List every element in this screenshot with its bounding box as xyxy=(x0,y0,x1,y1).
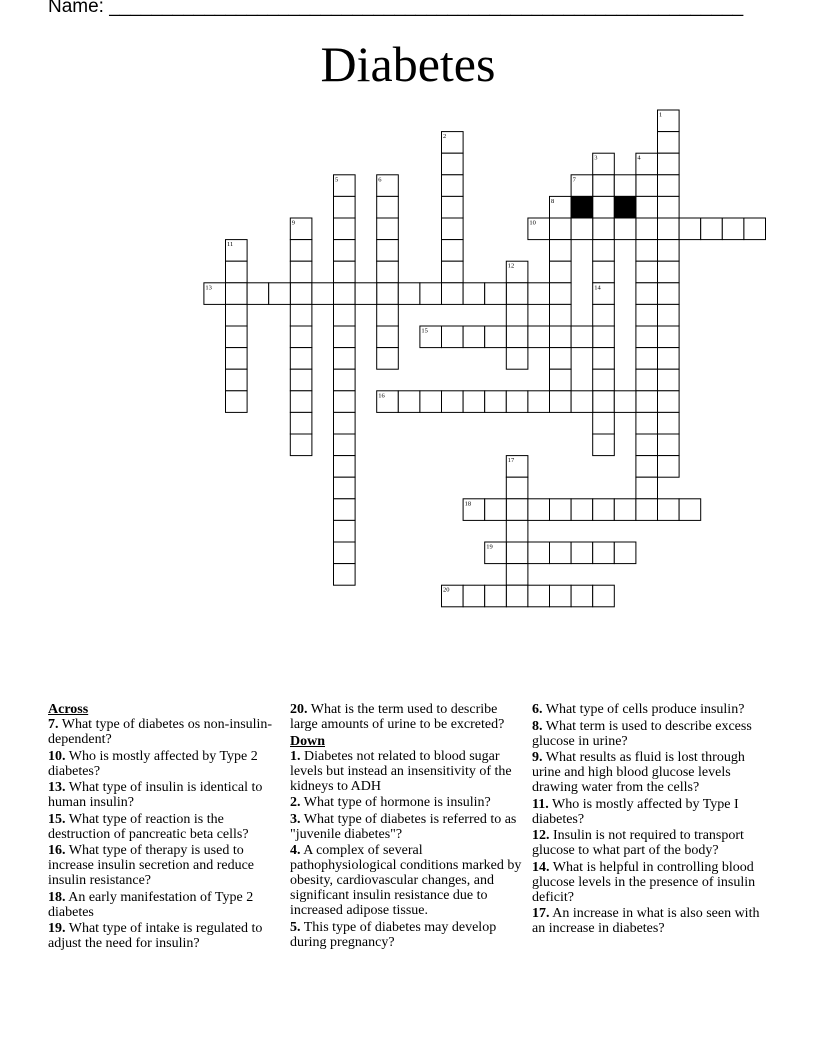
grid-cell[interactable] xyxy=(463,326,485,348)
grid-cell[interactable] xyxy=(636,196,658,218)
grid-cell[interactable] xyxy=(312,283,334,305)
grid-cell[interactable] xyxy=(636,369,658,391)
grid-cell[interactable] xyxy=(528,542,550,564)
grid-cell[interactable] xyxy=(334,520,356,542)
grid-cell[interactable] xyxy=(420,391,442,413)
grid-cell[interactable] xyxy=(658,369,680,391)
clue-down-12: 12. Insulin is not required to transport glucose to what part of the body? xyxy=(532,828,744,858)
grid-cell[interactable] xyxy=(334,240,356,262)
grid-cell[interactable] xyxy=(593,348,615,370)
grid-cell[interactable] xyxy=(463,585,485,607)
grid-cell[interactable] xyxy=(485,283,507,305)
grid-cell[interactable] xyxy=(614,218,636,240)
grid-cell[interactable] xyxy=(550,585,572,607)
clue-across-15: 15. What type of reaction is the destruction of pancreatic beta cells? xyxy=(48,811,249,842)
grid-cell[interactable] xyxy=(377,261,399,283)
grid-cell[interactable] xyxy=(658,326,680,348)
grid-cell[interactable] xyxy=(290,240,312,262)
grid-cell[interactable] xyxy=(334,391,356,413)
grid-cell[interactable] xyxy=(528,585,550,607)
clue-number-5: 5 xyxy=(335,176,339,184)
grid-cell[interactable] xyxy=(334,261,356,283)
clue-number-4: 4 xyxy=(637,154,641,162)
grid-cell[interactable] xyxy=(377,304,399,326)
grid-cell[interactable] xyxy=(442,153,464,175)
grid-cell[interactable] xyxy=(593,304,615,326)
page-title: Diabetes xyxy=(320,36,496,92)
grid-cell[interactable] xyxy=(571,499,593,521)
clue-number-1: 1 xyxy=(659,111,663,119)
grid-cell[interactable] xyxy=(506,542,528,564)
grid-cell[interactable] xyxy=(658,456,680,478)
grid-cell[interactable] xyxy=(593,175,615,197)
grid-cell[interactable] xyxy=(614,542,636,564)
grid-cell[interactable] xyxy=(658,175,680,197)
grid-cell[interactable] xyxy=(506,477,528,499)
grid-cell[interactable] xyxy=(658,153,680,175)
grid-cell[interactable] xyxy=(614,391,636,413)
clue-down-14: 14. What is helpful in controlling blood glucose levels in the presence of insulin deficit? xyxy=(532,859,756,905)
grid-cell[interactable] xyxy=(528,499,550,521)
grid-cell[interactable] xyxy=(593,391,615,413)
grid-cell[interactable] xyxy=(614,499,636,521)
grid-cell[interactable] xyxy=(226,369,248,391)
grid-cell[interactable] xyxy=(679,499,701,521)
grid-cell[interactable] xyxy=(636,391,658,413)
grid-cell[interactable] xyxy=(290,434,312,456)
grid-cell[interactable] xyxy=(226,283,248,305)
grid-cell-shaded xyxy=(571,196,593,218)
clue-number-6: 6 xyxy=(378,176,382,184)
grid-cell[interactable] xyxy=(636,283,658,305)
grid-cell[interactable] xyxy=(506,564,528,586)
grid-cell[interactable] xyxy=(658,218,680,240)
grid-cell[interactable] xyxy=(636,218,658,240)
grid-cell[interactable] xyxy=(290,283,312,305)
grid-cell[interactable] xyxy=(636,240,658,262)
clue-down-11: 11. Who is mostly affected by Type I diabetes? xyxy=(532,796,739,827)
grid-cell[interactable] xyxy=(550,348,572,370)
grid-cell[interactable] xyxy=(593,412,615,434)
grid-cell[interactable] xyxy=(528,283,550,305)
grid-cell[interactable] xyxy=(442,240,464,262)
grid-cell[interactable] xyxy=(334,412,356,434)
grid-cell[interactable] xyxy=(290,261,312,283)
grid-cell[interactable] xyxy=(485,326,507,348)
grid-cell[interactable] xyxy=(442,261,464,283)
clue-across-13: 13. What type of insulin is identical to human insulin? xyxy=(48,780,263,810)
grid-cell[interactable] xyxy=(658,391,680,413)
grid-cell[interactable] xyxy=(593,542,615,564)
grid-cell[interactable] xyxy=(269,283,291,305)
clue-number-10: 10 xyxy=(529,219,536,227)
grid-cell[interactable] xyxy=(485,499,507,521)
clue-across-7: 7. What type of diabetes os non-insulin-dependent? xyxy=(48,717,273,747)
clue-across-16: 16. What type of therapy is used to increase insulin secretion and reduce insulin resistance? xyxy=(48,843,255,888)
grid-cell[interactable] xyxy=(550,240,572,262)
grid-cell[interactable] xyxy=(658,196,680,218)
clue-number-19: 19 xyxy=(486,543,493,551)
name-field-label[interactable]: Name: ____________________________________________________________ xyxy=(48,0,744,17)
clue-number-11: 11 xyxy=(227,241,234,249)
grid-cell[interactable] xyxy=(571,585,593,607)
grid-cell[interactable] xyxy=(377,348,399,370)
grid-cell[interactable] xyxy=(593,218,615,240)
grid-cell[interactable] xyxy=(550,304,572,326)
grid-cell[interactable] xyxy=(658,261,680,283)
grid-cell[interactable] xyxy=(636,456,658,478)
grid-cell[interactable] xyxy=(226,348,248,370)
grid-cell[interactable] xyxy=(442,196,464,218)
down-heading: Down xyxy=(290,733,326,749)
clue-number-2: 2 xyxy=(443,133,447,141)
grid-cell[interactable] xyxy=(290,326,312,348)
grid-cell[interactable] xyxy=(636,499,658,521)
clue-across-10: 10. Who is mostly affected by Type 2 diabetes? xyxy=(48,748,258,779)
grid-cell[interactable] xyxy=(334,564,356,586)
grid-cell[interactable] xyxy=(593,499,615,521)
clue-number-13: 13 xyxy=(205,284,212,292)
grid-cell[interactable] xyxy=(398,391,420,413)
clue-across-20: 20. What is the term used to describe large amounts of urine to be excreted? xyxy=(290,702,505,732)
clue-down-4: 4. A complex of several pathophysiological conditions marked by obesity, cardiovascular changes, and significant insulin resistance due to increased adipose tissue. xyxy=(290,843,522,918)
grid-cell[interactable] xyxy=(528,391,550,413)
grid-cell[interactable] xyxy=(636,348,658,370)
grid-cell[interactable] xyxy=(290,369,312,391)
grid-cell[interactable] xyxy=(593,261,615,283)
grid-cell[interactable] xyxy=(636,477,658,499)
grid-cell[interactable] xyxy=(701,218,723,240)
grid-cell[interactable] xyxy=(334,434,356,456)
clue-across-19: 19. What type of intake is regulated to adjust the need for insulin? xyxy=(48,921,263,951)
grid-cell[interactable] xyxy=(463,391,485,413)
grid-cell[interactable] xyxy=(463,283,485,305)
grid-cell-shaded xyxy=(614,196,636,218)
across-heading: Across xyxy=(48,702,89,717)
clue-number-16: 16 xyxy=(378,392,385,400)
grid-cell[interactable] xyxy=(550,499,572,521)
grid-cell[interactable] xyxy=(550,542,572,564)
grid-cell[interactable] xyxy=(550,218,572,240)
grid-cell[interactable] xyxy=(593,369,615,391)
clue-number-8: 8 xyxy=(551,197,555,205)
grid-cell[interactable] xyxy=(506,391,528,413)
grid-cell[interactable] xyxy=(377,196,399,218)
grid-cell[interactable] xyxy=(247,283,269,305)
grid-cell[interactable] xyxy=(636,326,658,348)
grid-cell[interactable] xyxy=(442,218,464,240)
grid-cell[interactable] xyxy=(744,218,766,240)
grid-cell[interactable] xyxy=(506,283,528,305)
grid-cell[interactable] xyxy=(506,585,528,607)
grid-cell[interactable] xyxy=(355,283,377,305)
grid-cell[interactable] xyxy=(593,585,615,607)
grid-cell[interactable] xyxy=(571,391,593,413)
clues-column-1 xyxy=(48,702,284,953)
clue-number-9: 9 xyxy=(291,219,296,227)
grid-cell[interactable] xyxy=(550,326,572,348)
grid-cell[interactable] xyxy=(571,218,593,240)
grid-cell[interactable] xyxy=(636,261,658,283)
grid-cell[interactable] xyxy=(658,412,680,434)
grid-cell[interactable] xyxy=(290,391,312,413)
grid-cell[interactable] xyxy=(334,542,356,564)
grid-cell[interactable] xyxy=(506,348,528,370)
grid-cell[interactable] xyxy=(226,261,248,283)
grid-cell[interactable] xyxy=(226,326,248,348)
grid-cell[interactable] xyxy=(593,326,615,348)
grid-cell[interactable] xyxy=(658,304,680,326)
grid-cell[interactable] xyxy=(658,283,680,305)
grid-cell[interactable] xyxy=(420,283,442,305)
grid-cell[interactable] xyxy=(442,283,464,305)
grid-cell[interactable] xyxy=(226,391,248,413)
grid-cell[interactable] xyxy=(226,304,248,326)
grid-cell[interactable] xyxy=(334,304,356,326)
grid-cell[interactable] xyxy=(593,434,615,456)
grid-cell[interactable] xyxy=(334,477,356,499)
grid-cell[interactable] xyxy=(398,283,420,305)
clue-number-20: 20 xyxy=(443,586,450,594)
grid-cell[interactable] xyxy=(636,434,658,456)
grid-cell[interactable] xyxy=(290,412,312,434)
grid-cell[interactable] xyxy=(636,412,658,434)
grid-cell[interactable] xyxy=(485,391,507,413)
grid-cell[interactable] xyxy=(528,326,550,348)
clue-down-9: 9. What results as fluid is lost through urine and high blood glucose levels drawing water from the cells? xyxy=(532,750,745,795)
grid-cell[interactable] xyxy=(334,326,356,348)
grid-cell[interactable] xyxy=(550,261,572,283)
grid-cell[interactable] xyxy=(377,283,399,305)
clue-down-17: 17. An increase in what is also seen with an increase in diabetes? xyxy=(532,906,760,936)
grid-cell[interactable] xyxy=(334,499,356,521)
clue-down-1: 1. Diabetes not related to blood sugar levels but instead an insensitivity of the kidneys to ADH xyxy=(290,748,512,794)
clues-column-3 xyxy=(532,702,768,938)
grid-cell[interactable] xyxy=(658,132,680,154)
grid-cell[interactable] xyxy=(658,348,680,370)
grid-cell[interactable] xyxy=(334,196,356,218)
clue-number-3: 3 xyxy=(594,154,598,162)
grid-cell[interactable] xyxy=(442,175,464,197)
grid-cell[interactable] xyxy=(722,218,744,240)
grid-cell[interactable] xyxy=(334,369,356,391)
grid-cell[interactable] xyxy=(658,240,680,262)
grid-cell[interactable] xyxy=(636,304,658,326)
grid-cell[interactable] xyxy=(550,283,572,305)
grid-cell[interactable] xyxy=(334,456,356,478)
clue-down-6: 6. What type of cells produce insulin? xyxy=(532,702,745,717)
clue-down-3: 3. What type of diabetes is referred to as "juvenile diabetes"? xyxy=(290,811,517,842)
clue-across-18: 18. An early manifestation of Type 2 diabetes xyxy=(48,889,254,920)
grid-cell[interactable] xyxy=(550,369,572,391)
grid-cell[interactable] xyxy=(377,218,399,240)
grid-cell[interactable] xyxy=(614,175,636,197)
grid-cell[interactable] xyxy=(593,240,615,262)
grid-cell[interactable] xyxy=(442,391,464,413)
grid-cell[interactable] xyxy=(571,542,593,564)
grid-cell[interactable] xyxy=(377,240,399,262)
grid-cell[interactable] xyxy=(506,520,528,542)
grid-cell[interactable] xyxy=(636,175,658,197)
grid-cell[interactable] xyxy=(334,348,356,370)
clue-number-7: 7 xyxy=(572,176,576,184)
clue-down-5: 5. This type of diabetes may develop during pregnancy? xyxy=(290,919,497,950)
clue-number-18: 18 xyxy=(464,500,472,508)
clue-down-2: 2. What type of hormone is insulin? xyxy=(290,795,491,810)
grid-cell[interactable] xyxy=(550,391,572,413)
grid-cell[interactable] xyxy=(290,348,312,370)
clues-column-2 xyxy=(290,702,526,951)
grid-cell[interactable] xyxy=(377,326,399,348)
clue-number-15: 15 xyxy=(421,327,428,335)
grid-cell[interactable] xyxy=(334,218,356,240)
grid-cell[interactable] xyxy=(506,304,528,326)
clue-number-14: 14 xyxy=(594,284,601,292)
grid-cell[interactable] xyxy=(442,326,464,348)
grid-cell[interactable] xyxy=(334,283,356,305)
grid-cell[interactable] xyxy=(485,585,507,607)
grid-cell[interactable] xyxy=(506,499,528,521)
grid-cell[interactable] xyxy=(506,326,528,348)
clue-number-12: 12 xyxy=(507,262,515,270)
grid-cell[interactable] xyxy=(658,434,680,456)
grid-cell[interactable] xyxy=(571,326,593,348)
grid-cell[interactable] xyxy=(290,304,312,326)
grid-cell[interactable] xyxy=(658,499,680,521)
grid-cell[interactable] xyxy=(593,196,615,218)
clue-down-8: 8. What term is used to describe excess glucose in urine? xyxy=(532,718,752,749)
grid-cell[interactable] xyxy=(679,218,701,240)
clue-number-17: 17 xyxy=(507,457,515,465)
